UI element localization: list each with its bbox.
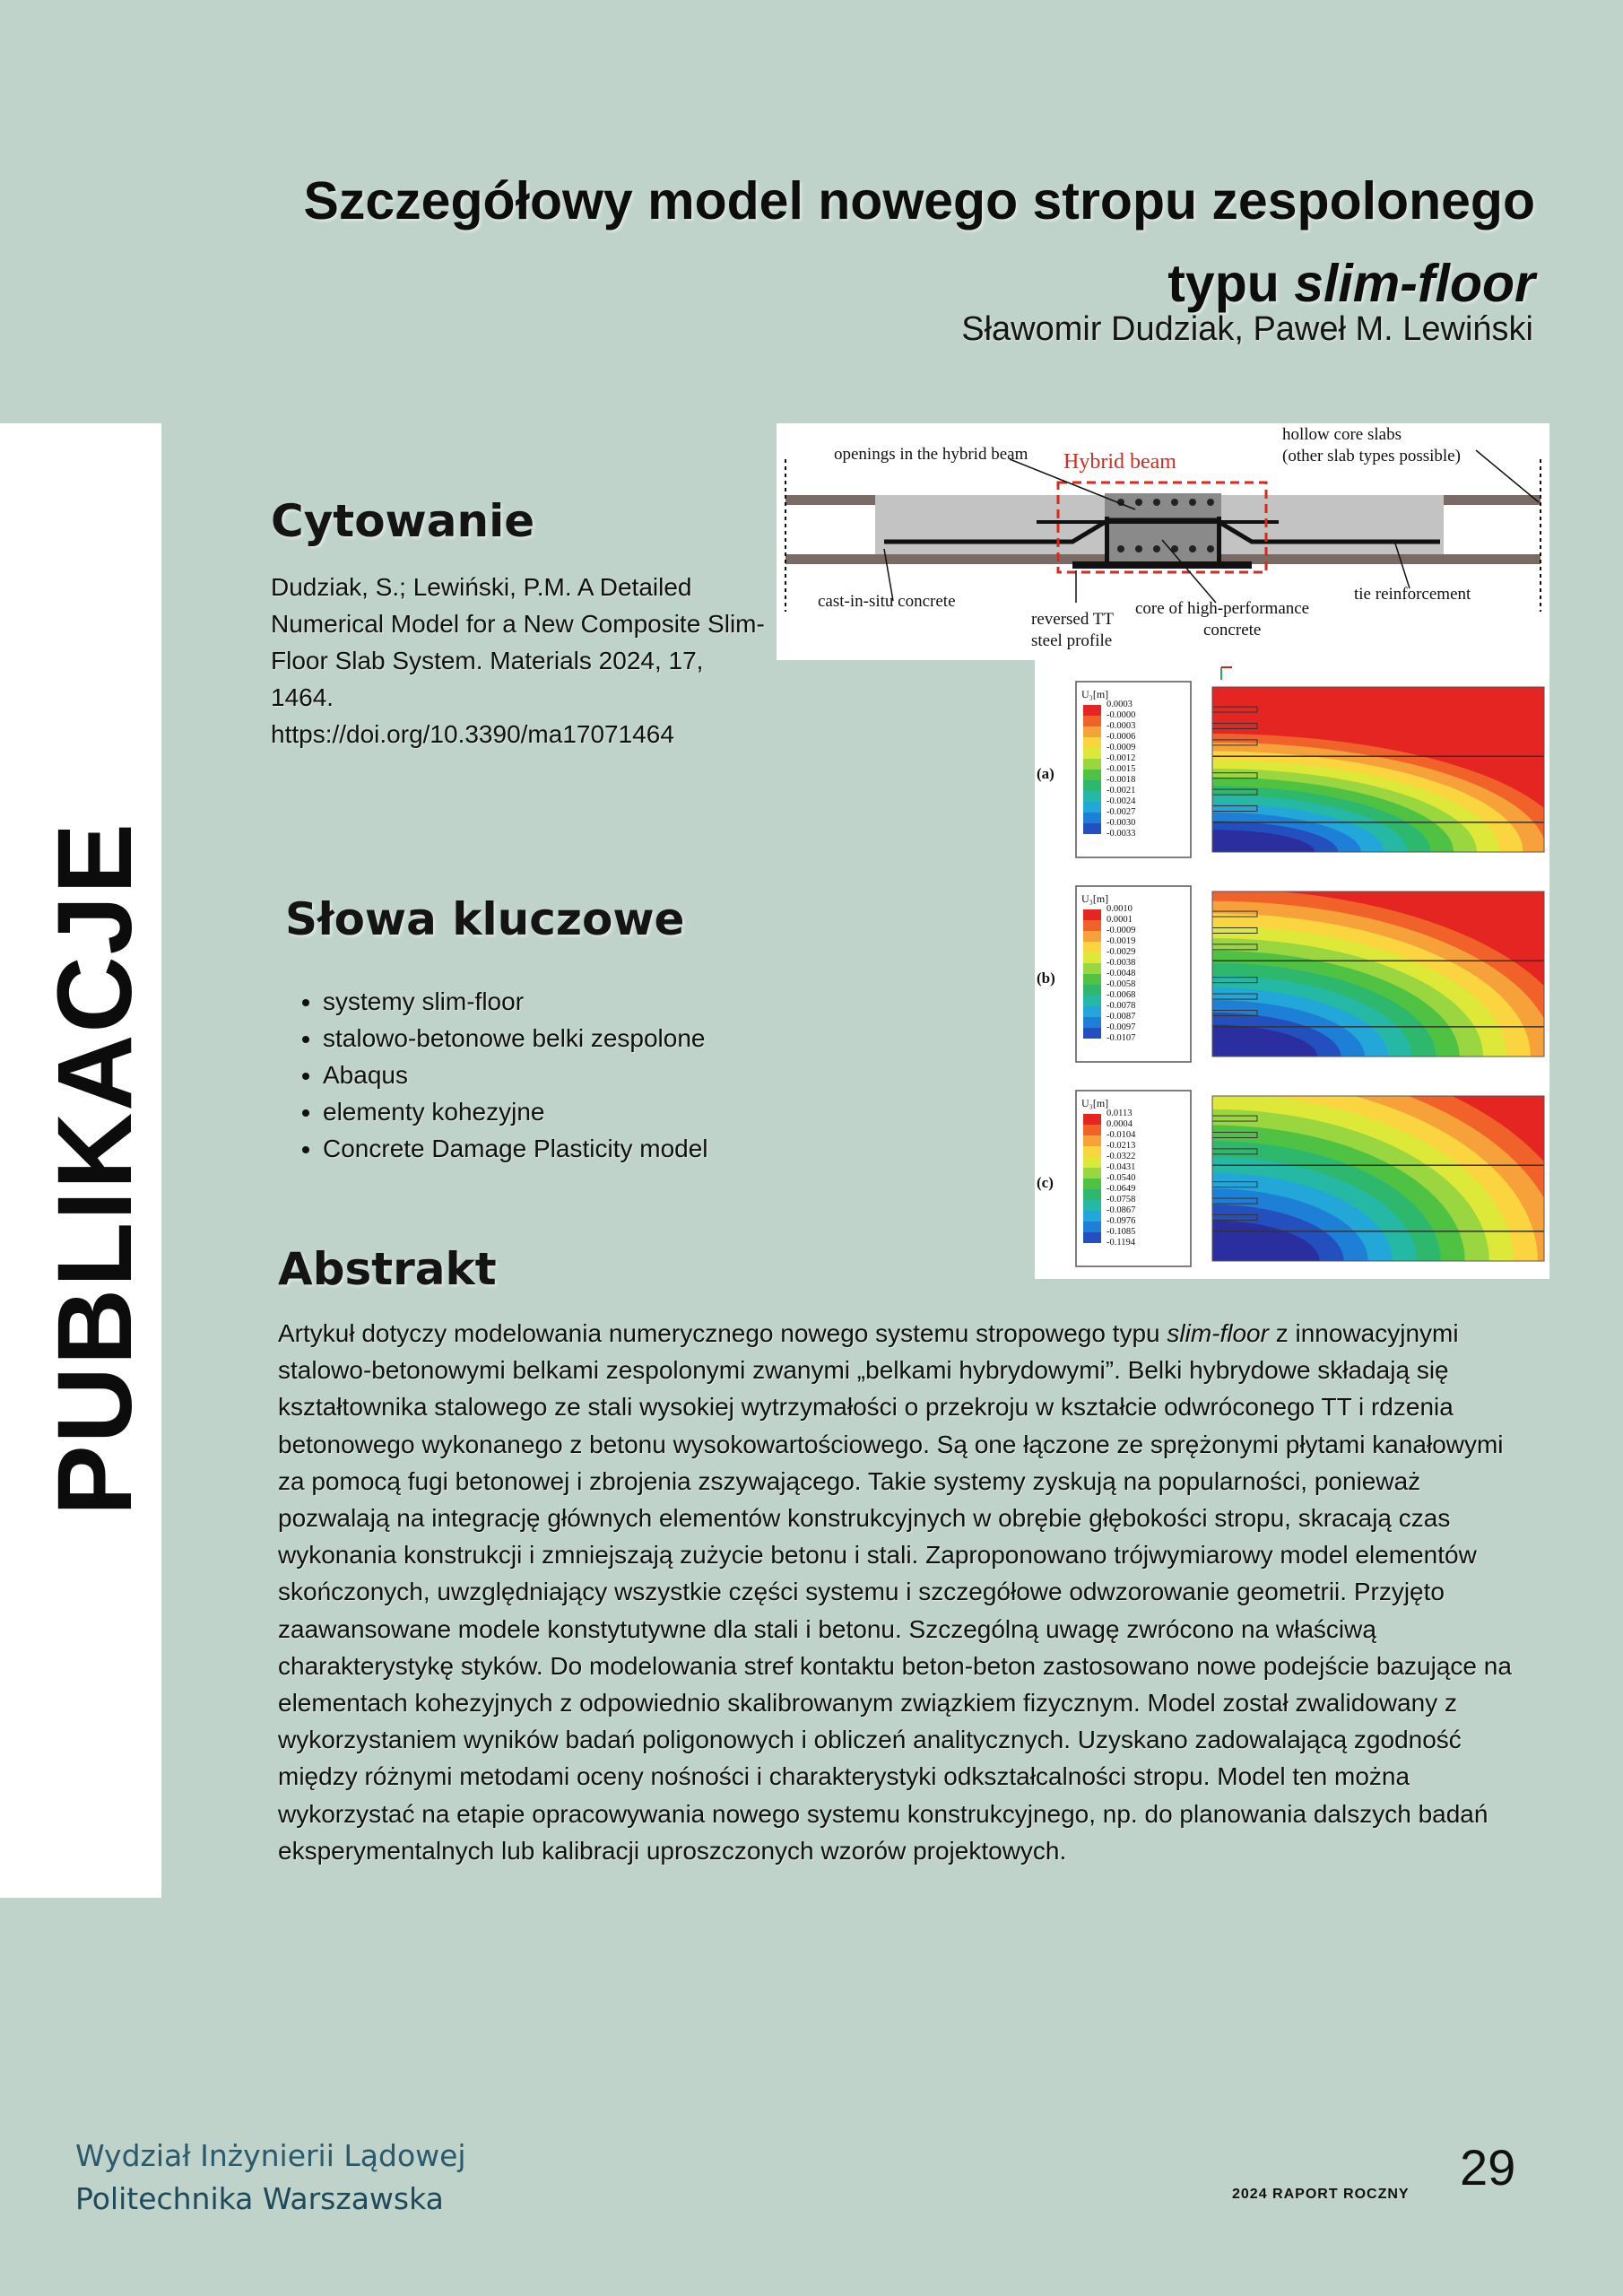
legend-value: -0.0009 — [1107, 743, 1136, 752]
legend-swatch — [1083, 974, 1101, 985]
legend-swatch — [1083, 1114, 1101, 1125]
legend-value: -0.0019 — [1107, 936, 1136, 946]
legend-value: -0.0000 — [1107, 710, 1136, 720]
steel-flange — [1072, 561, 1252, 569]
page-number: 29 — [1460, 2139, 1516, 2196]
figure-hybrid-beam-schematic — [777, 423, 1549, 660]
legend-swatch — [1083, 1157, 1101, 1168]
legend-swatch — [1083, 920, 1101, 931]
legend-swatch — [1083, 802, 1101, 813]
legend-swatch — [1083, 726, 1101, 737]
legend-swatch — [1083, 985, 1101, 996]
label-cast-in-situ: cast-in-situ concrete — [818, 592, 956, 611]
legend-swatch — [1083, 963, 1101, 974]
keyword-item: • Concrete Damage Plasticity model — [323, 1130, 708, 1167]
legend-value: -0.0758 — [1107, 1195, 1136, 1205]
abstract-text-part: z innowacyjnymi stalowo-betonowymi belkami zespolonymi zwanymi „belkami hybrydowymi”. Belki hybrydowe składają się kształtownika stalowego ze stali wysokiej wytrzymałości o przekroju w kształcie odwróconego TT i rdzenia betonowego wykonanego z betonu wysokowartościowego. Są one łączone ze sprężonymi płytami kanałowymi za pomocą fugi betonowej i zbrojenia zszywającego. Takie systemy zyskują na popularności, ponieważ pozwalają na integrację głównych elementów konstrukcyjnych w obrębie głębokości stropu, skracają czas wykonania konstrukcji i zmniejszają zużycie betonu i stali. Zaproponowano trójwymiarowy model elementów skończonych, uwzględniający wszystkie części systemu i szczegółowe odwzorowanie geometrii. Przyjęto zaawansowane modele konstytutywne dla stali i betonu. Szczególną uwagę zwrócono na właściwą charakterystykę styków. Do modelowania stref kontaktu beton-beton zastosowano nowe podejście bazujące na elementach kohezyjnych z odpowiednio skalibrowanym związkiem fizycznym. Model został zwalidowany z wykorzystaniem wyników badań poligonowych i obliczeń analitycznych. Uzyskano zadowalającą zgodność między różnymi metodami oceny nośności i charakterystyki odkształcalności stropu. Model ten można wykorzystać na etapie opracowywania nowego systemu konstrukcyjnego, np. do planowania dalszych badań eksperymentalnych lub kalibracji uproszczonych wzorów projektowych. — [278, 1319, 1512, 1865]
legend-swatch — [1083, 780, 1101, 791]
legend-value: -0.0087 — [1107, 1012, 1136, 1022]
contours-svg — [1035, 660, 1549, 1279]
keyword-item: • elementy kohezyjne — [323, 1093, 708, 1130]
legend-value: -0.0021 — [1107, 786, 1136, 796]
keyword-item: • Abaqus — [323, 1057, 708, 1093]
legend-value: -0.0068 — [1107, 990, 1136, 1000]
legend-value: -0.0097 — [1107, 1022, 1136, 1032]
legend-swatch — [1083, 823, 1101, 834]
legend-value: -0.0006 — [1107, 732, 1136, 742]
abstract-text — [278, 1315, 1515, 1869]
legend-swatch — [1083, 996, 1101, 1006]
legend-swatch — [1083, 931, 1101, 942]
report-label: 2024 RAPORT ROCZNY — [1232, 2187, 1410, 2202]
label-hollow-core-1: hollow core slabs — [1282, 425, 1402, 444]
legend-value: 0.0010 — [1107, 904, 1133, 914]
abstract-emphasis: slim-floor — [1167, 1319, 1269, 1347]
legend-swatch — [1083, 1222, 1101, 1232]
legend-value: -0.0029 — [1107, 947, 1136, 957]
keyword-item: • stalowo-betonowe belki zespolone — [323, 1020, 708, 1057]
keywords-list — [287, 983, 708, 1167]
legend-value: -0.0078 — [1107, 1001, 1136, 1011]
legend-swatch — [1083, 1200, 1101, 1211]
label-openings: openings in the hybrid beam — [834, 445, 1028, 464]
legend-value: -0.0012 — [1107, 753, 1136, 763]
legend-title: U₃[m] — [1081, 892, 1109, 905]
legend-title: U₃[m] — [1081, 688, 1109, 700]
legend-value: -0.0322 — [1107, 1152, 1136, 1161]
panel-label: (c) — [1037, 1174, 1054, 1191]
label-hybrid-beam: Hybrid beam — [1063, 450, 1176, 474]
legend-value: -0.0018 — [1107, 775, 1136, 785]
label-reversed-tt-1: reversed TT — [1031, 610, 1114, 629]
title-line2-prefix: typu — [1167, 254, 1295, 313]
legend-value: -0.0431 — [1107, 1162, 1136, 1172]
legend-value: 0.0004 — [1107, 1119, 1133, 1129]
title-line1: Szczegółowy model nowego stropu zespolonego — [303, 171, 1535, 230]
legend-swatch — [1083, 1232, 1101, 1243]
legend-swatch — [1083, 759, 1101, 770]
legend-value: -0.0003 — [1107, 721, 1136, 731]
panel-label: (b) — [1037, 970, 1055, 987]
legend-value: -0.1194 — [1107, 1238, 1135, 1248]
legend-value: 0.0003 — [1107, 700, 1133, 709]
panel-label: (a) — [1037, 765, 1055, 782]
legend-swatch — [1083, 737, 1101, 748]
legend-swatch — [1083, 909, 1101, 920]
legend-value: -0.0104 — [1107, 1130, 1136, 1140]
abstract-text-part: Artykuł dotyczy modelowania numerycznego nowego systemu stropowego typu — [278, 1319, 1167, 1347]
legend-swatch — [1083, 1028, 1101, 1039]
label-tie-reinforcement: tie reinforcement — [1354, 585, 1471, 604]
legend-swatch — [1083, 1006, 1101, 1017]
legend-value: -0.0015 — [1107, 764, 1136, 774]
legend-value: -0.0976 — [1107, 1216, 1136, 1226]
contour-panel — [1035, 1046, 1549, 1279]
keyword-item: • systemy slim-floor — [323, 983, 708, 1020]
legend-swatch — [1083, 791, 1101, 802]
citation-text: Dudziak, S.; Lewiński, P.M. A Detailed Numerical Model for a New Composite Slim-Floor Slab System. Materials 2024, 17, 1464. — [271, 573, 765, 711]
legend-swatch — [1083, 1211, 1101, 1222]
title-line2-emphasis: slim-floor — [1294, 254, 1535, 313]
footer-university: Politechnika Warszawska — [75, 2181, 444, 2216]
abstract-heading: Abstrakt — [278, 1243, 497, 1295]
label-reversed-tt-2: steel profile — [1031, 631, 1113, 650]
legend-value: -0.0048 — [1107, 969, 1136, 978]
page-title — [190, 160, 1535, 325]
footer-faculty: Wydział Inżynierii Lądowej — [75, 2138, 466, 2173]
legend-value: -0.0213 — [1107, 1141, 1136, 1151]
legend-swatch — [1083, 770, 1101, 780]
label-core-2: concrete — [1203, 621, 1262, 639]
legend-value: -0.0030 — [1107, 818, 1136, 828]
authors: Sławomir Dudziak, Paweł M. Lewiński — [961, 310, 1533, 348]
legend-swatch — [1083, 1178, 1101, 1189]
legend-swatch — [1083, 748, 1101, 759]
schematic-svg — [777, 423, 1549, 660]
legend-swatch — [1083, 1125, 1101, 1135]
legend-swatch — [1083, 1168, 1101, 1178]
legend-swatch — [1083, 813, 1101, 823]
legend-value: -0.0058 — [1107, 979, 1136, 989]
legend-value: -0.0027 — [1107, 807, 1136, 817]
citation-heading: Cytowanie — [271, 495, 535, 547]
legend-value: 0.0113 — [1107, 1109, 1133, 1118]
legend-value: -0.0038 — [1107, 958, 1136, 968]
legend-value: -0.0009 — [1107, 926, 1136, 935]
legend-swatch — [1083, 952, 1101, 963]
figure-displacement-contours — [1035, 660, 1549, 1279]
label-hollow-core-2: (other slab types possible) — [1282, 447, 1461, 465]
legend-swatch — [1083, 716, 1101, 726]
legend-title: U₃[m] — [1081, 1097, 1109, 1109]
legend-swatch — [1083, 705, 1101, 716]
label-core-1: core of high-performance — [1135, 599, 1310, 618]
legend-value: -0.0649 — [1107, 1184, 1136, 1194]
legend-swatch — [1083, 1189, 1101, 1200]
legend-value: -0.0540 — [1107, 1173, 1136, 1183]
keywords-heading: Słowa kluczowe — [285, 893, 685, 945]
citation-doi-link[interactable]: https://doi.org/10.3390/ma17071464 — [271, 720, 674, 748]
legend-swatch — [1083, 1146, 1101, 1157]
legend-value: -0.1085 — [1107, 1227, 1136, 1237]
citation-block — [271, 569, 773, 752]
legend-value: -0.0024 — [1107, 796, 1136, 806]
section-label-vertical: PUBLIKACJE — [36, 822, 154, 1516]
legend-swatch — [1083, 942, 1101, 952]
legend-value: -0.0867 — [1107, 1205, 1136, 1215]
legend-swatch — [1083, 1135, 1101, 1146]
legend-swatch — [1083, 1017, 1101, 1028]
legend-value: -0.0033 — [1107, 829, 1136, 839]
legend-value: -0.0107 — [1107, 1033, 1136, 1043]
legend-value: 0.0001 — [1107, 915, 1133, 925]
